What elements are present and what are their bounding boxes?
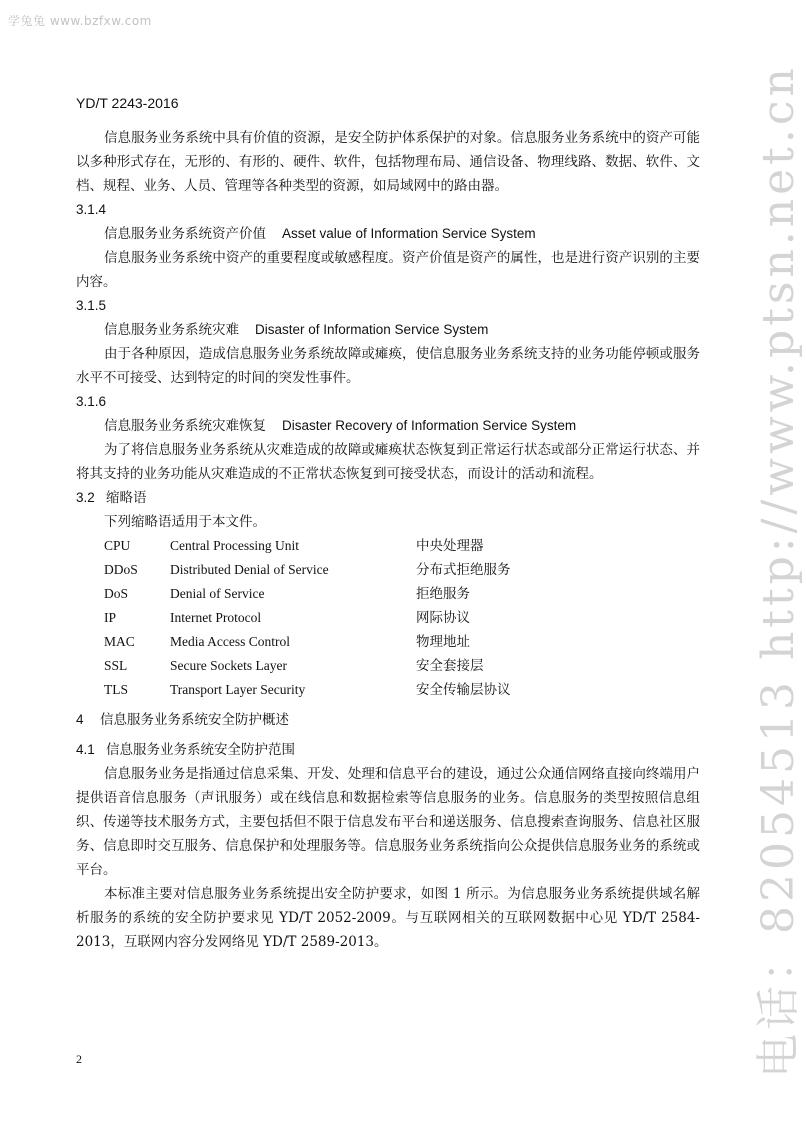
side-watermark: 电话：82054513 http://www.ptsn.net.cn bbox=[753, 64, 804, 1078]
abbr-english-cell: Transport Layer Security bbox=[170, 682, 306, 697]
term-en: Asset value of Information Service System bbox=[282, 226, 536, 241]
section-title: 缩略语 bbox=[106, 490, 147, 505]
page-number: 2 bbox=[76, 1052, 82, 1066]
abbr-cell: SSL bbox=[104, 658, 128, 673]
body-paragraph: 信息服务业务是指通过信息采集、开发、处理和信息平台的建设，通过公众通信网络直接向终端用户提供语音信息服务（声讯服务）或在线信息和数据检索等信息服务的业务。信息服务的类型按照信息组织、传递等技术服务方式，主要包括但不限于信息发布平台和递送服务、信息搜索查询服务、信息社区服务、信息即时交互服务、信息保护和处理服务等。信息服务业务系统指向公众提供信息服务业务的系统或平台。 bbox=[76, 766, 700, 878]
abbr-cell: TLS bbox=[104, 682, 129, 697]
abbr-cell: CPU bbox=[104, 538, 131, 553]
abbr-chinese-cell: 网际协议 bbox=[416, 610, 470, 625]
body-paragraph: 本标准主要对信息服务业务系统提出安全防护要求，如图 1 所示。为信息服务业务系统提供域名解析服务的系统的安全防护要求见 YD/T 2052-2009。与互联网相关的互联网数据中心见 YD/T 2584-2013，互联网内容分发网络见 YD/T 2589-2013。 bbox=[76, 886, 700, 950]
term-cn: 信息服务业务系统资产价值 bbox=[104, 226, 266, 241]
term-definition: 为了将信息服务业务系统从灾难造成的故障或瘫痪状态恢复到正常运行状态或部分正常运行状态、并将其支持的业务功能从灾难造成的不正常状态恢复到可接受状态，而设计的活动和流程。 bbox=[76, 442, 700, 482]
table-row bbox=[104, 558, 511, 582]
clause-number: 3.1.6 bbox=[76, 394, 107, 409]
top-watermark: 学兔兔 www.bzfxw.com bbox=[8, 14, 152, 28]
abbr-english-cell: Secure Sockets Layer bbox=[170, 658, 287, 673]
document-code: YD/T 2243-2016 bbox=[76, 95, 179, 111]
document-body bbox=[76, 126, 700, 954]
table-row bbox=[104, 582, 511, 606]
table-row bbox=[104, 654, 511, 678]
section-title: 信息服务业务系统安全防护范围 bbox=[106, 742, 295, 757]
chapter-heading bbox=[76, 708, 700, 732]
term-en: Disaster of Information Service System bbox=[255, 322, 489, 337]
section-number: 4.1 bbox=[76, 742, 95, 757]
chapter-title: 信息服务业务系统安全防护概述 bbox=[100, 712, 289, 727]
section-heading bbox=[76, 738, 700, 762]
abbr-chinese-cell: 拒绝服务 bbox=[416, 586, 470, 601]
intro-paragraph: 信息服务业务系统中具有价值的资源，是安全防护体系保护的对象。信息服务业务系统中的资产可能以多种形式存在，无形的、有形的、硬件、软件，包括物理布局、通信设备、物理线路、数据、软件、文档、规程、业务、人员、管理等各种类型的资源，如局域网中的路由器。 bbox=[76, 130, 700, 194]
term-definition: 信息服务业务系统中资产的重要程度或敏感程度。资产价值是资产的属性，也是进行资产识别的主要内容。 bbox=[76, 250, 700, 290]
clause-number: 3.1.5 bbox=[76, 298, 107, 313]
table-row bbox=[104, 534, 511, 558]
abbr-chinese-cell: 物理地址 bbox=[416, 634, 470, 649]
table-row bbox=[104, 678, 511, 702]
abbr-chinese-cell: 中央处理器 bbox=[416, 538, 484, 553]
term-heading bbox=[76, 414, 700, 438]
term-heading bbox=[76, 318, 700, 342]
section-heading bbox=[76, 486, 700, 510]
abbr-chinese-cell: 分布式拒绝服务 bbox=[416, 562, 511, 577]
term-cn: 信息服务业务系统灾难 bbox=[104, 322, 239, 337]
abbr-chinese-cell: 安全套接层 bbox=[416, 658, 484, 673]
clause-number: 3.1.4 bbox=[76, 202, 107, 217]
table-row bbox=[104, 630, 511, 654]
term-heading bbox=[76, 222, 700, 246]
abbr-cell: IP bbox=[104, 610, 117, 625]
section-number: 3.2 bbox=[76, 490, 95, 505]
abbr-cell: DDoS bbox=[104, 562, 138, 577]
abbr-cell: DoS bbox=[104, 586, 129, 601]
abbr-english-cell: Central Processing Unit bbox=[170, 538, 299, 553]
abbr-english-cell: Internet Protocol bbox=[170, 610, 262, 625]
abbr-english-cell: Denial of Service bbox=[170, 586, 265, 601]
term-definition: 由于各种原因，造成信息服务业务系统故障或瘫痪，使信息服务业务系统支持的业务功能停顿或服务水平不可接受、达到特定的时间的突发性事件。 bbox=[76, 346, 700, 386]
term-cn: 信息服务业务系统灾难恢复 bbox=[104, 418, 266, 433]
abbr-english-cell: Media Access Control bbox=[170, 634, 290, 649]
chapter-number: 4 bbox=[76, 712, 84, 727]
abbr-chinese-cell: 安全传输层协议 bbox=[416, 682, 511, 697]
term-en: Disaster Recovery of Information Service System bbox=[282, 418, 577, 433]
abbr-english-cell: Distributed Denial of Service bbox=[170, 562, 329, 577]
abbreviations-table bbox=[104, 534, 511, 702]
abbreviations-intro: 下列缩略语适用于本文件。 bbox=[104, 514, 266, 530]
table-row bbox=[104, 606, 511, 630]
abbr-cell: MAC bbox=[104, 634, 135, 649]
